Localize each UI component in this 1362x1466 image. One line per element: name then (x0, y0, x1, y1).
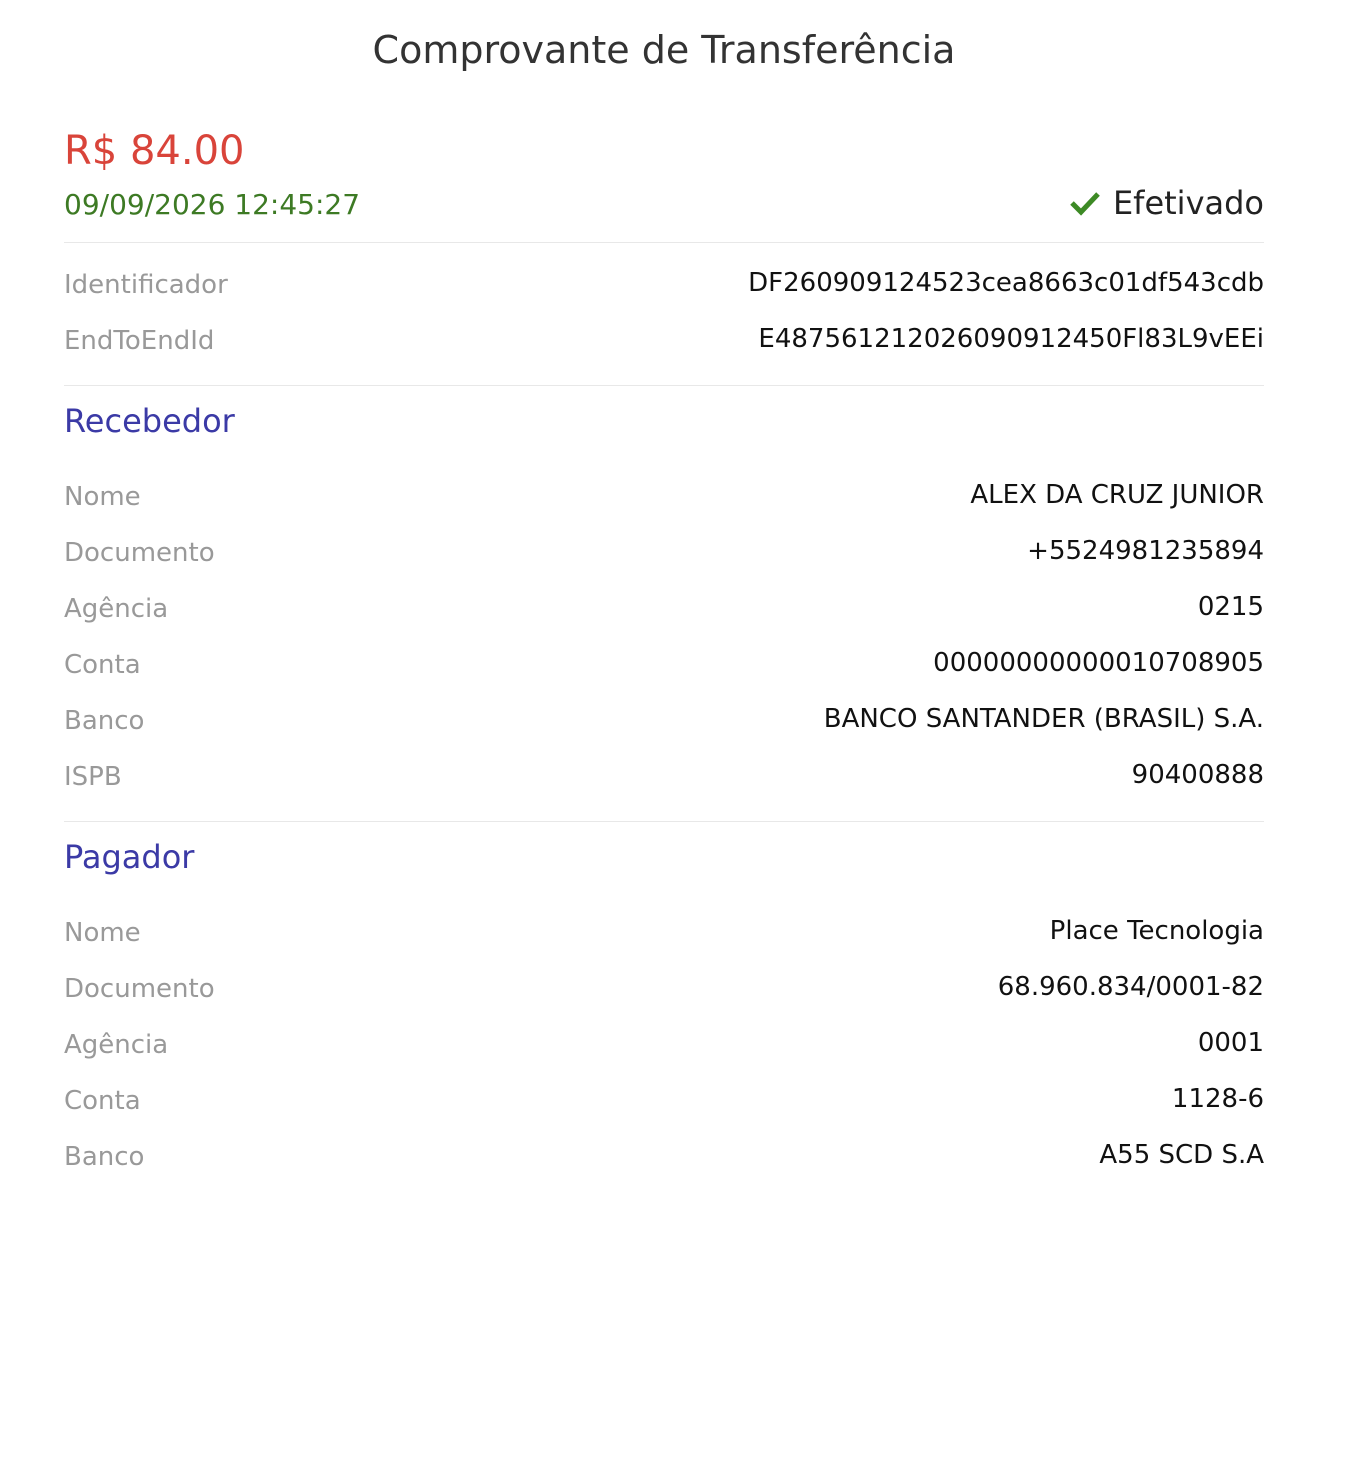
pagador-agencia-row (64, 1030, 1264, 1070)
recebedor-ispb-value: 90400888 (1131, 760, 1264, 790)
divider (64, 821, 1264, 822)
recebedor-nome-row (64, 482, 1264, 522)
recebedor-ispb-label: ISPB (64, 762, 122, 792)
divider (64, 242, 1264, 243)
recebedor-section-title: Recebedor (64, 402, 235, 440)
endtoend-row (64, 326, 1264, 366)
recebedor-documento-label: Documento (64, 538, 215, 568)
recebedor-ispb-row (64, 762, 1264, 802)
recebedor-agencia-value: 0215 (1197, 592, 1264, 622)
pagador-banco-value: A55 SCD S.A (1099, 1140, 1264, 1170)
identificador-row (64, 270, 1264, 310)
recebedor-documento-row (64, 538, 1264, 578)
recebedor-agencia-label: Agência (64, 594, 169, 624)
pagador-conta-label: Conta (64, 1086, 141, 1116)
recebedor-banco-row (64, 706, 1264, 746)
divider (64, 385, 1264, 386)
recebedor-documento-value: +5524981235894 (1027, 536, 1264, 566)
pagador-nome-label: Nome (64, 918, 141, 948)
endtoend-value: E487561212026090912450Fl83L9vEEi (758, 324, 1264, 354)
pagador-nome-row (64, 918, 1264, 958)
pagador-banco-label: Banco (64, 1142, 145, 1172)
recebedor-conta-label: Conta (64, 650, 141, 680)
recebedor-conta-row (64, 650, 1264, 690)
status-badge (1069, 184, 1264, 222)
transfer-datetime: 09/09/2026 12:45:27 (64, 188, 361, 221)
pagador-banco-row (64, 1142, 1264, 1182)
recebedor-banco-value: BANCO SANTANDER (BRASIL) S.A. (823, 704, 1264, 734)
pagador-nome-value: Place Tecnologia (1049, 916, 1264, 946)
status-text: Efetivado (1112, 184, 1264, 222)
recebedor-conta-value: 00000000000010708905 (933, 648, 1264, 678)
checkmark-icon (1069, 190, 1101, 216)
pagador-agencia-label: Agência (64, 1030, 169, 1060)
pagador-agencia-value: 0001 (1197, 1028, 1264, 1058)
endtoend-label: EndToEndId (64, 326, 215, 356)
recebedor-nome-value: ALEX DA CRUZ JUNIOR (970, 480, 1264, 510)
pagador-documento-value: 68.960.834/0001-82 (997, 972, 1264, 1002)
transfer-amount: R$ 84.00 (64, 128, 245, 174)
pagador-documento-row (64, 974, 1264, 1014)
recebedor-banco-label: Banco (64, 706, 145, 736)
identificador-value: DF260909124523cea8663c01df543cdb (748, 268, 1264, 298)
pagador-conta-row (64, 1086, 1264, 1126)
recebedor-nome-label: Nome (64, 482, 141, 512)
pagador-conta-value: 1128-6 (1171, 1084, 1264, 1114)
identificador-label: Identificador (64, 270, 228, 300)
recebedor-agencia-row (64, 594, 1264, 634)
page-title: Comprovante de Transferência (372, 28, 956, 72)
pagador-section-title: Pagador (64, 838, 195, 876)
pagador-documento-label: Documento (64, 974, 215, 1004)
